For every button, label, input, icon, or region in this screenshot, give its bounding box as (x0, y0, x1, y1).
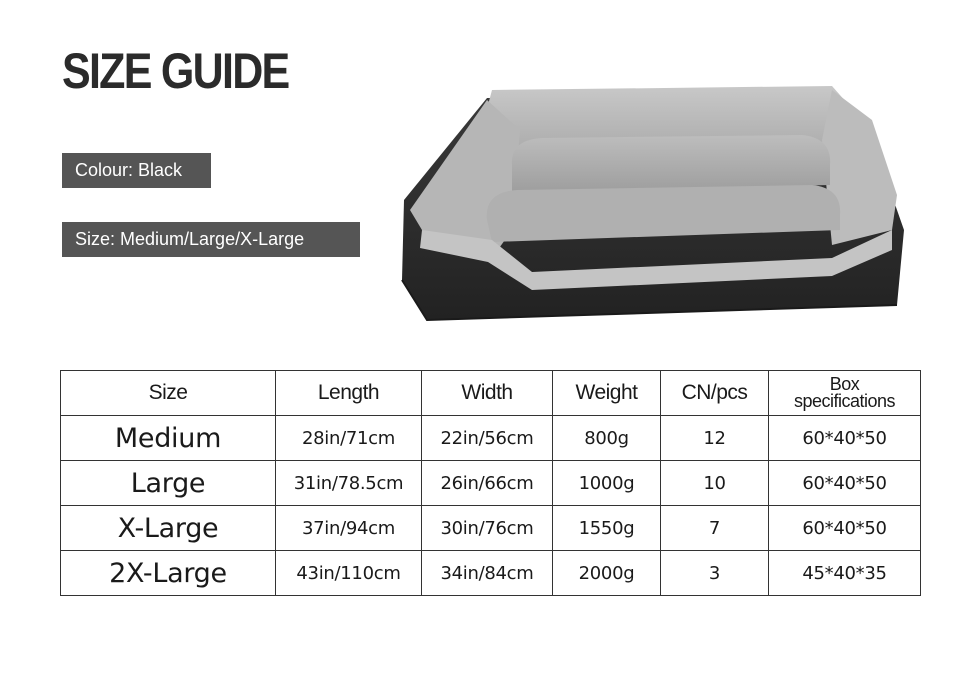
cell-cn-pcs: 10 (661, 461, 769, 506)
size-table (60, 370, 921, 596)
header-length: Length (276, 371, 422, 416)
header-cn-pcs: CN/pcs (661, 371, 769, 416)
table-row (61, 461, 921, 506)
cell-weight: 1000g (553, 461, 661, 506)
cell-width: 30in/76cm (422, 506, 553, 551)
header-size: Size (61, 371, 276, 416)
cell-box: 60*40*50 (769, 506, 921, 551)
table-row (61, 551, 921, 596)
header-specifications: specifications (793, 391, 896, 411)
cell-length: 31in/78.5cm (276, 461, 422, 506)
colour-label: Colour: Black (62, 153, 211, 188)
cell-box: 60*40*50 (769, 461, 921, 506)
header-box-specifications (769, 371, 921, 416)
cell-width: 22in/56cm (422, 416, 553, 461)
header-box: Box (829, 374, 860, 394)
cell-size: X-Large (61, 506, 276, 551)
header-weight: Weight (553, 371, 661, 416)
cell-cn-pcs: 3 (661, 551, 769, 596)
header-width: Width (422, 371, 553, 416)
cell-cn-pcs: 12 (661, 416, 769, 461)
cell-weight: 2000g (553, 551, 661, 596)
table-header-row (61, 371, 921, 416)
cell-size: 2X-Large (61, 551, 276, 596)
cell-width: 26in/66cm (422, 461, 553, 506)
cell-box: 60*40*50 (769, 416, 921, 461)
cell-box: 45*40*35 (769, 551, 921, 596)
cell-weight: 1550g (553, 506, 661, 551)
cell-size: Large (61, 461, 276, 506)
table-row (61, 416, 921, 461)
cell-weight: 800g (553, 416, 661, 461)
size-label: Size: Medium/Large/X-Large (62, 222, 360, 257)
cell-length: 43in/110cm (276, 551, 422, 596)
cell-width: 34in/84cm (422, 551, 553, 596)
pet-bed-image (392, 80, 912, 325)
cell-size: Medium (61, 416, 276, 461)
cell-length: 28in/71cm (276, 416, 422, 461)
cell-cn-pcs: 7 (661, 506, 769, 551)
cell-length: 37in/94cm (276, 506, 422, 551)
page-title: SIZE GUIDE (62, 43, 289, 99)
table-row (61, 506, 921, 551)
